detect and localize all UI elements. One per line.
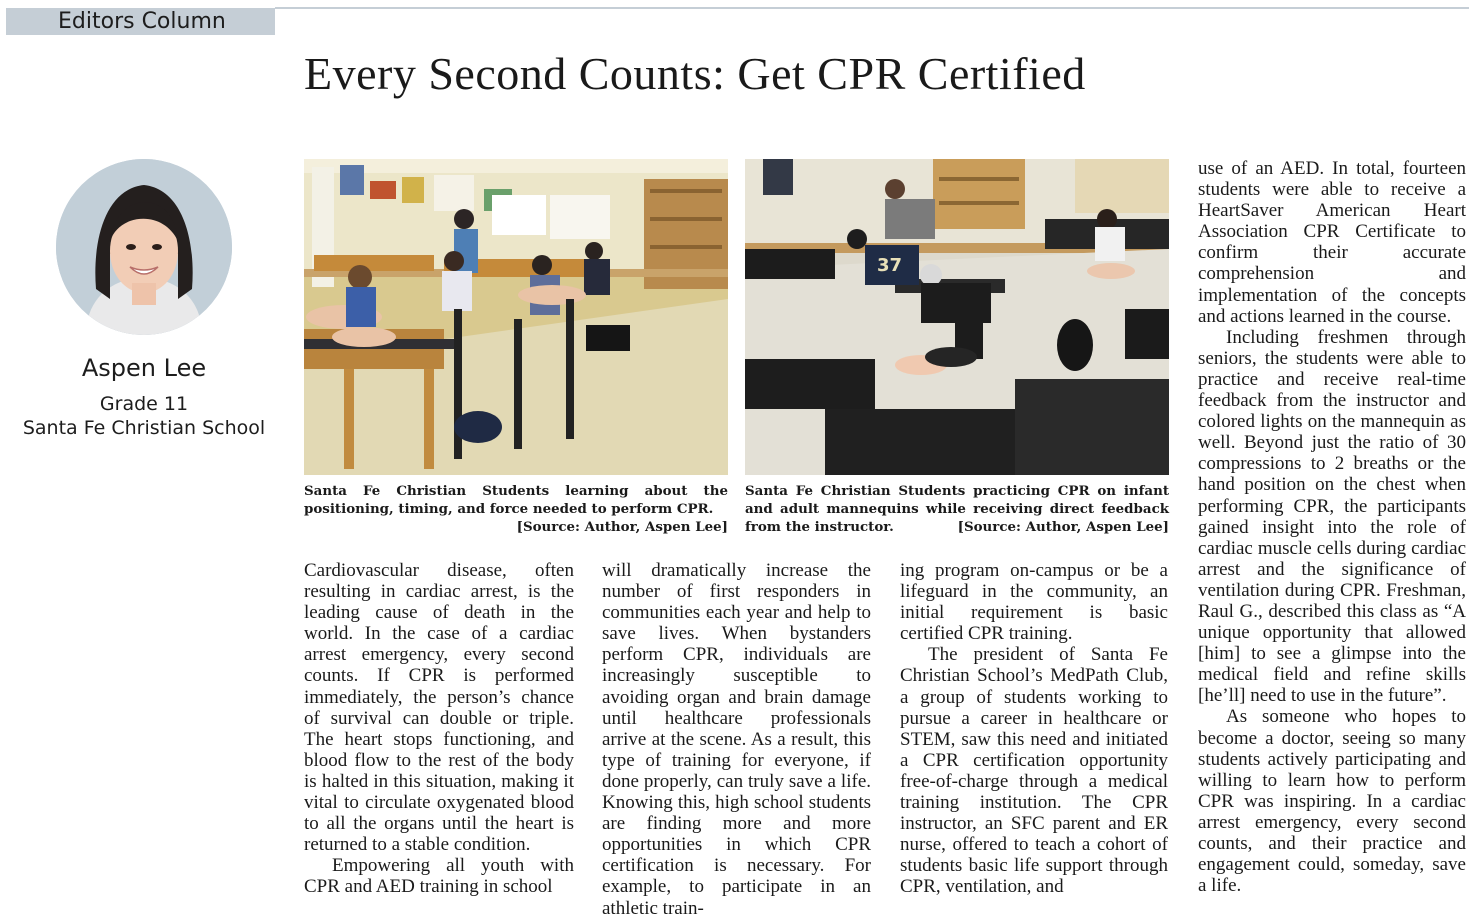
caption-photo-1 [304, 482, 728, 536]
top-rule [275, 7, 1469, 9]
article-column-1 [304, 560, 574, 898]
photo-classroom [304, 159, 728, 475]
author-avatar [56, 159, 232, 335]
caption-source: [Source: Author, Aspen Lee] [957, 519, 1169, 535]
caption-text: Santa Fe Christian Students learning about the positioning, timing, and force needed to perform CPR. [304, 483, 728, 517]
author-school: Santa Fe Christian School [22, 417, 266, 439]
portrait-photo-icon [56, 159, 232, 335]
paragraph: Empowering all youth with CPR and AED training in school [304, 855, 574, 898]
paragraph: Including freshmen through seniors, the students were able to practice and receive real-time feedback from the instructor and colored lights on the mannequin as well. Beyond just the ratio of 30 compressions to 2 breaths or the hand position on the chest when performing CPR, the participants gained insight into the role of cardiac muscle cells during cardiac arrest and the significance of ventilation during CPR. Freshman, Raul G., described this class as “A unique opportunity that allowed [him] to see a glimpse into the medical field and refine skills [he’ll] need to use in the future”. [1198, 326, 1466, 707]
section-label: Editors Column [58, 9, 226, 34]
paragraph: As someone who hopes to become a doctor, seeing so many students actively participating and willing to learn how to perform CPR was inspiring. In a cardiac arrest emergency, every second counts, and their practice and engagement could, someday, save a life. [1198, 706, 1466, 897]
caption-photo-2 [745, 482, 1169, 536]
article-column-2 [602, 560, 871, 919]
paragraph: use of an AED. In total, fourteen students were able to receive a HeartSaver American Heart Association CPR Certificate to confirm their accurate comprehension and implementation of the concepts and actions learned in the course. [1198, 158, 1466, 327]
photo-cpr-practice [745, 159, 1169, 475]
headline: Every Second Counts: Get CPR Certified [304, 48, 1086, 99]
svg-text:37: 37 [877, 255, 903, 276]
paragraph: will dramatically increase the number of first responders in communities each year and help to save lives. When bystanders perform CPR, individuals are increasingly susceptible to avoiding organ and brain damage until healthcare professionals arrive at the scene. As a result, this type of training for everyone, if done properly, can truly save a life. Knowing this, high school students are finding more and more opportunities in which CPR certification is necessary. For example, to participate in an athletic train- [602, 560, 871, 919]
classroom-photo-icon [304, 159, 728, 475]
author-name: Aspen Lee [81, 354, 207, 382]
caption-source: [Source: Author, Aspen Lee] [516, 519, 728, 535]
article-column-3 [900, 560, 1168, 898]
paragraph: The president of Santa Fe Christian School’s MedPath Club, a group of students working to pursue a career in healthcare or STEM, saw this need and initiated a CPR certification opportunity free-of-charge through a medical training institution. The CPR instructor, an SFC parent and ER nurse, offered to teach a cohort of students basic life support through CPR, ventilation, and [900, 644, 1168, 898]
author-grade: Grade 11 [99, 393, 189, 415]
caption-text: Santa Fe Christian Students practicing CPR on infant and adult mannequins while receiving direct feedback from the instructor. [745, 483, 1169, 535]
paragraph: ing program on-campus or be a lifeguard in the community, an initial requirement is basic certified CPR training. [900, 560, 1168, 645]
article-column-4 [1198, 158, 1466, 896]
cpr-practice-photo-icon [745, 159, 1169, 475]
paragraph: Cardiovascular disease, often resulting in cardiac arrest, is the leading cause of death in the world. In the case of a cardiac arrest emergency, every second counts. If CPR is performed immediately, the person’s chance of survival can double or triple. The heart stops functioning, and blood flow to the rest of the body is halted in this situation, making it vital to circulate oxygenated blood to all the organs until the heart is returned to a stable condition. [304, 560, 574, 856]
